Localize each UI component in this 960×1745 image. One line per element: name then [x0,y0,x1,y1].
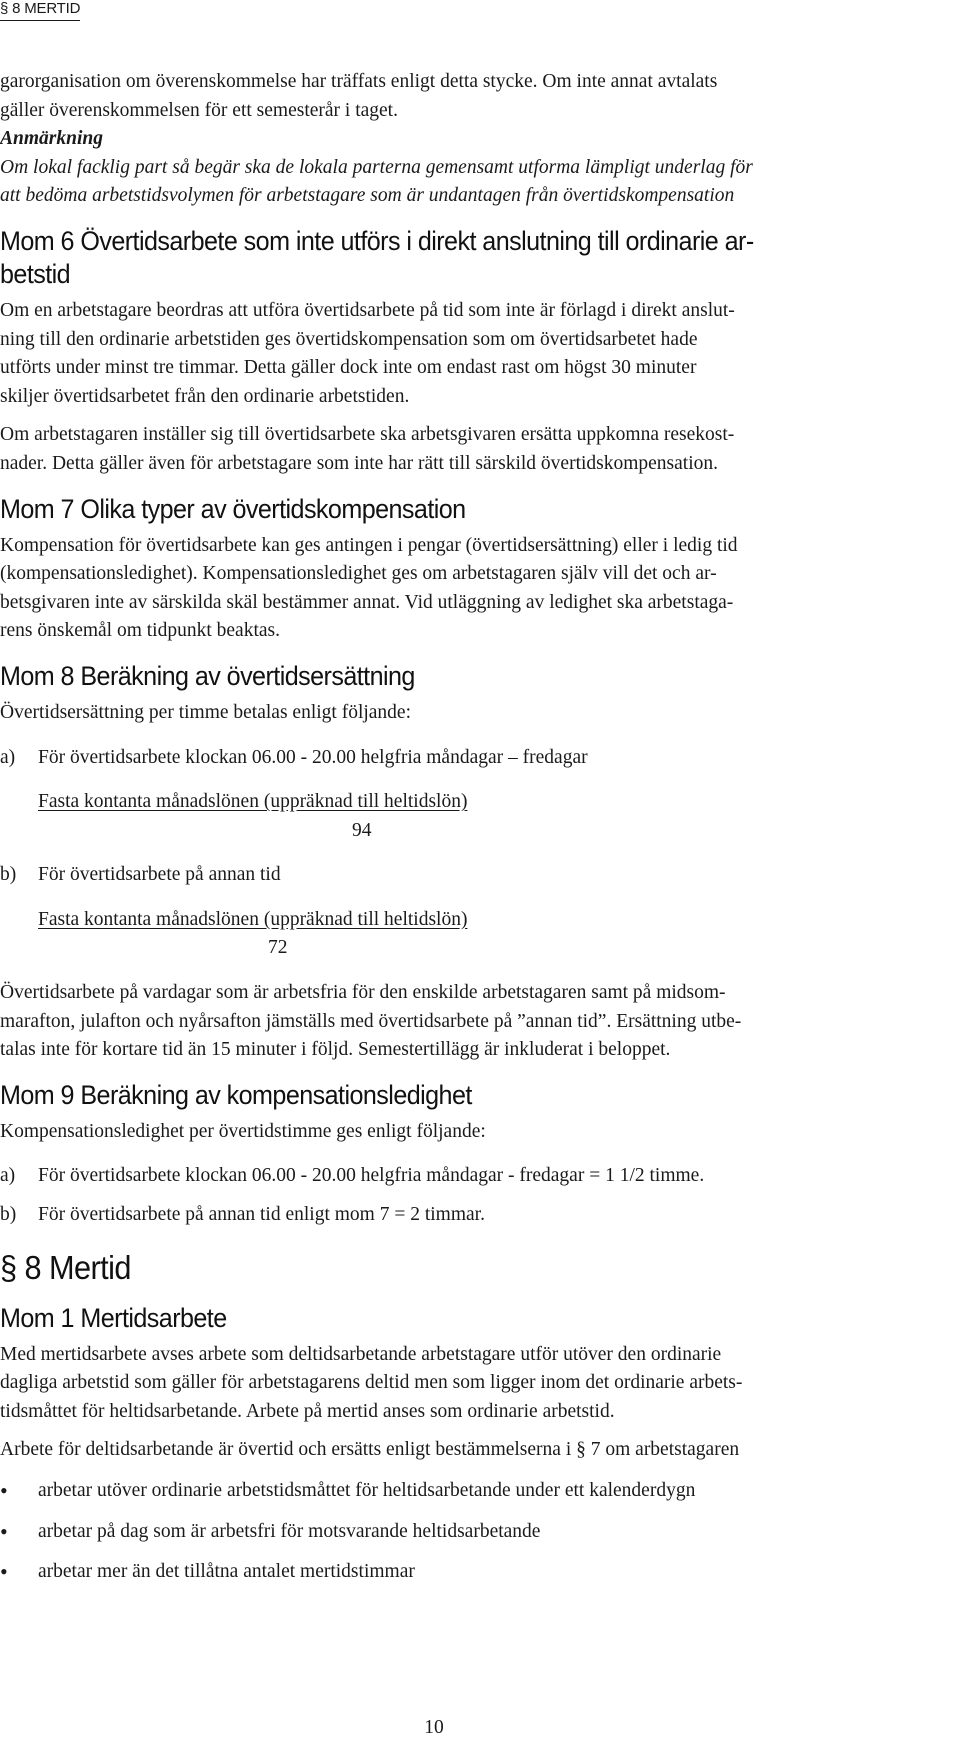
page-content [0,68,956,1587]
text-line: rens önskemål om tidpunkt beaktas. [0,620,280,642]
text-line: betsgivaren inte av särskilda skäl bestämmer annat. Vid utläggning av ledighet ska arbetstaga- [0,591,734,613]
mom8-heading: Mom 8 Beräkning av övertidsersättning [0,660,415,691]
list-item-text: arbetar på dag som är arbetsfri för motsvarande heltidsarbetande [38,1520,541,1542]
item-key: a) [0,1165,16,1187]
mom8-item-b [0,861,956,890]
mom8-intro: Övertidsersättning per timme betalas enligt följande: [0,701,412,723]
item-text: För övertidsarbete klockan 06.00 - 20.00 helgfria måndagar - fredagar = 1 1/2 timme. [38,1165,705,1187]
mom9-heading: Mom 9 Beräkning av kompensationsledighet [0,1079,472,1110]
text-line: Om en arbetstagare beordras att utföra övertidsarbete på tid som inte är förlagd i direkt anslut- [0,299,735,321]
remark-line: Om lokal facklig part så begär ska de lokala parterna gemensamt utforma lämpligt underlag för [0,156,753,178]
mertid-mom1-heading: Mom 1 Mertidsarbete [0,1302,227,1333]
formula-denominator: 94 [352,819,372,841]
item-text: För övertidsarbete klockan 06.00 - 20.00 helgfria måndagar – fredagar [38,746,588,768]
item-text: För övertidsarbete på annan tid [38,864,281,886]
list-item-text: arbetar mer än det tillåtna antalet mertidstimmar [38,1561,415,1583]
remark-heading: Anmärkning [0,128,103,150]
mom6-paragraph-2 [0,421,956,478]
formula-denominator: 72 [268,937,288,959]
mom7-heading: Mom 7 Olika typer av övertidskompensation [0,493,466,524]
formula-a [0,788,956,845]
list-item-text: arbetar utöver ordinarie arbetstidsmåttet för heltidsarbetande under ett kalenderdygn [38,1480,696,1501]
item-key: b) [0,1204,17,1226]
text-line: nader. Detta gäller även för arbetstagare som inte har rätt till särskild övertidskompensation. [0,452,719,474]
text-line: Övertidsarbete på vardagar som är arbetsfria för den enskilde arbetstagaren samt på midsom- [0,982,726,1004]
formula-b [0,906,956,963]
mom6-heading-line: Mom 6 Övertidsarbete som inte utförs i direkt anslutning till ordinarie ar- [0,225,754,256]
page-number: 10 [424,1717,444,1738]
formula-numerator: Fasta kontanta månadslönen (uppräknad till heltidslön) [38,791,468,813]
text-line: Kompensation för övertidsarbete kan ges antingen i pengar (övertidsersättning) eller i ledig tid [0,534,738,556]
list-item [0,1518,956,1547]
item-key: b) [0,864,17,886]
mom6-paragraph-1 [0,297,956,411]
intro-line: garorganisation om överenskommelse har träffats enligt detta stycke. Om inte annat avtalats [0,71,718,92]
remark-line: att bedöma arbetstidsvolymen för arbetstagare som är undantagen från övertidskompensation [0,185,735,207]
mom9-item-b [0,1201,956,1230]
bullet-icon: • [0,1518,8,1544]
mom6-heading [0,225,956,291]
text-line: Om arbetstagaren inställer sig till övertidsarbete ska arbetsgivaren ersätta uppkomna resekost- [0,424,735,446]
list-item [0,1477,956,1506]
bullet-icon: • [0,1559,8,1585]
text-line: skiljer övertidsarbetet från den ordinarie arbetstiden. [0,385,410,407]
text-line: utförts under minst tre timmar. Detta gäller dock inte om endast rast om högst 30 minuter [0,357,697,379]
item-text: För övertidsarbete på annan tid enligt mom 7 = 2 timmar. [38,1204,485,1226]
text-line: Med mertidsarbete avses arbete som deltidsarbetande arbetstagare utför utöver den ordinarie [0,1343,722,1365]
mom9-item-a [0,1162,956,1191]
item-key: a) [0,746,16,768]
mom8-item-a [0,744,956,773]
text-line: marafton, julafton och nyårsafton jämställs med övertidsarbete på ”annan tid”. Ersättning utbe- [0,1010,742,1032]
mertid-paragraph-2: Arbete för deltidsarbetande är övertid och ersätts enligt bestämmelserna i § 7 om arbetstagaren [0,1439,740,1461]
text-line: talas inte för kortare tid än 15 minuter i följd. Semestertillägg är inkluderat i beloppet. [0,1039,671,1061]
mertid-bullet-list [0,1477,956,1587]
intro-line: gäller överenskommelsen för ett semesterår i taget. [0,99,398,121]
text-line: ning till den ordinarie arbetstiden ges övertidskompensation som om övertidsarbetet hade [0,328,698,350]
mom9-intro: Kompensationsledighet per övertidstimme ges enligt följande: [0,1120,486,1142]
mom6-heading-line: betstid [0,258,71,289]
formula-numerator: Fasta kontanta månadslönen (uppräknad till heltidslön) [38,908,468,930]
mom8-paragraph [0,979,956,1065]
text-line: dagliga arbetstid som gäller för arbetstagarens deltid men som ligger inom det ordinarie arbets- [0,1372,743,1394]
text-line: tidsmåttet för heltidsarbetande. Arbete på mertid anses som ordinarie arbetstid. [0,1400,615,1422]
text-line: (kompensationsledighet). Kompensationsledighet ges om arbetstagaren själv vill det och ar- [0,563,717,585]
list-item [0,1558,956,1587]
bullet-icon: • [0,1478,8,1503]
chapter-heading: § 8 Mertid [0,1248,131,1286]
running-head: § 8 MERTID [0,0,80,21]
mertid-paragraph-1 [0,1341,956,1427]
mom7-paragraph [0,532,956,646]
